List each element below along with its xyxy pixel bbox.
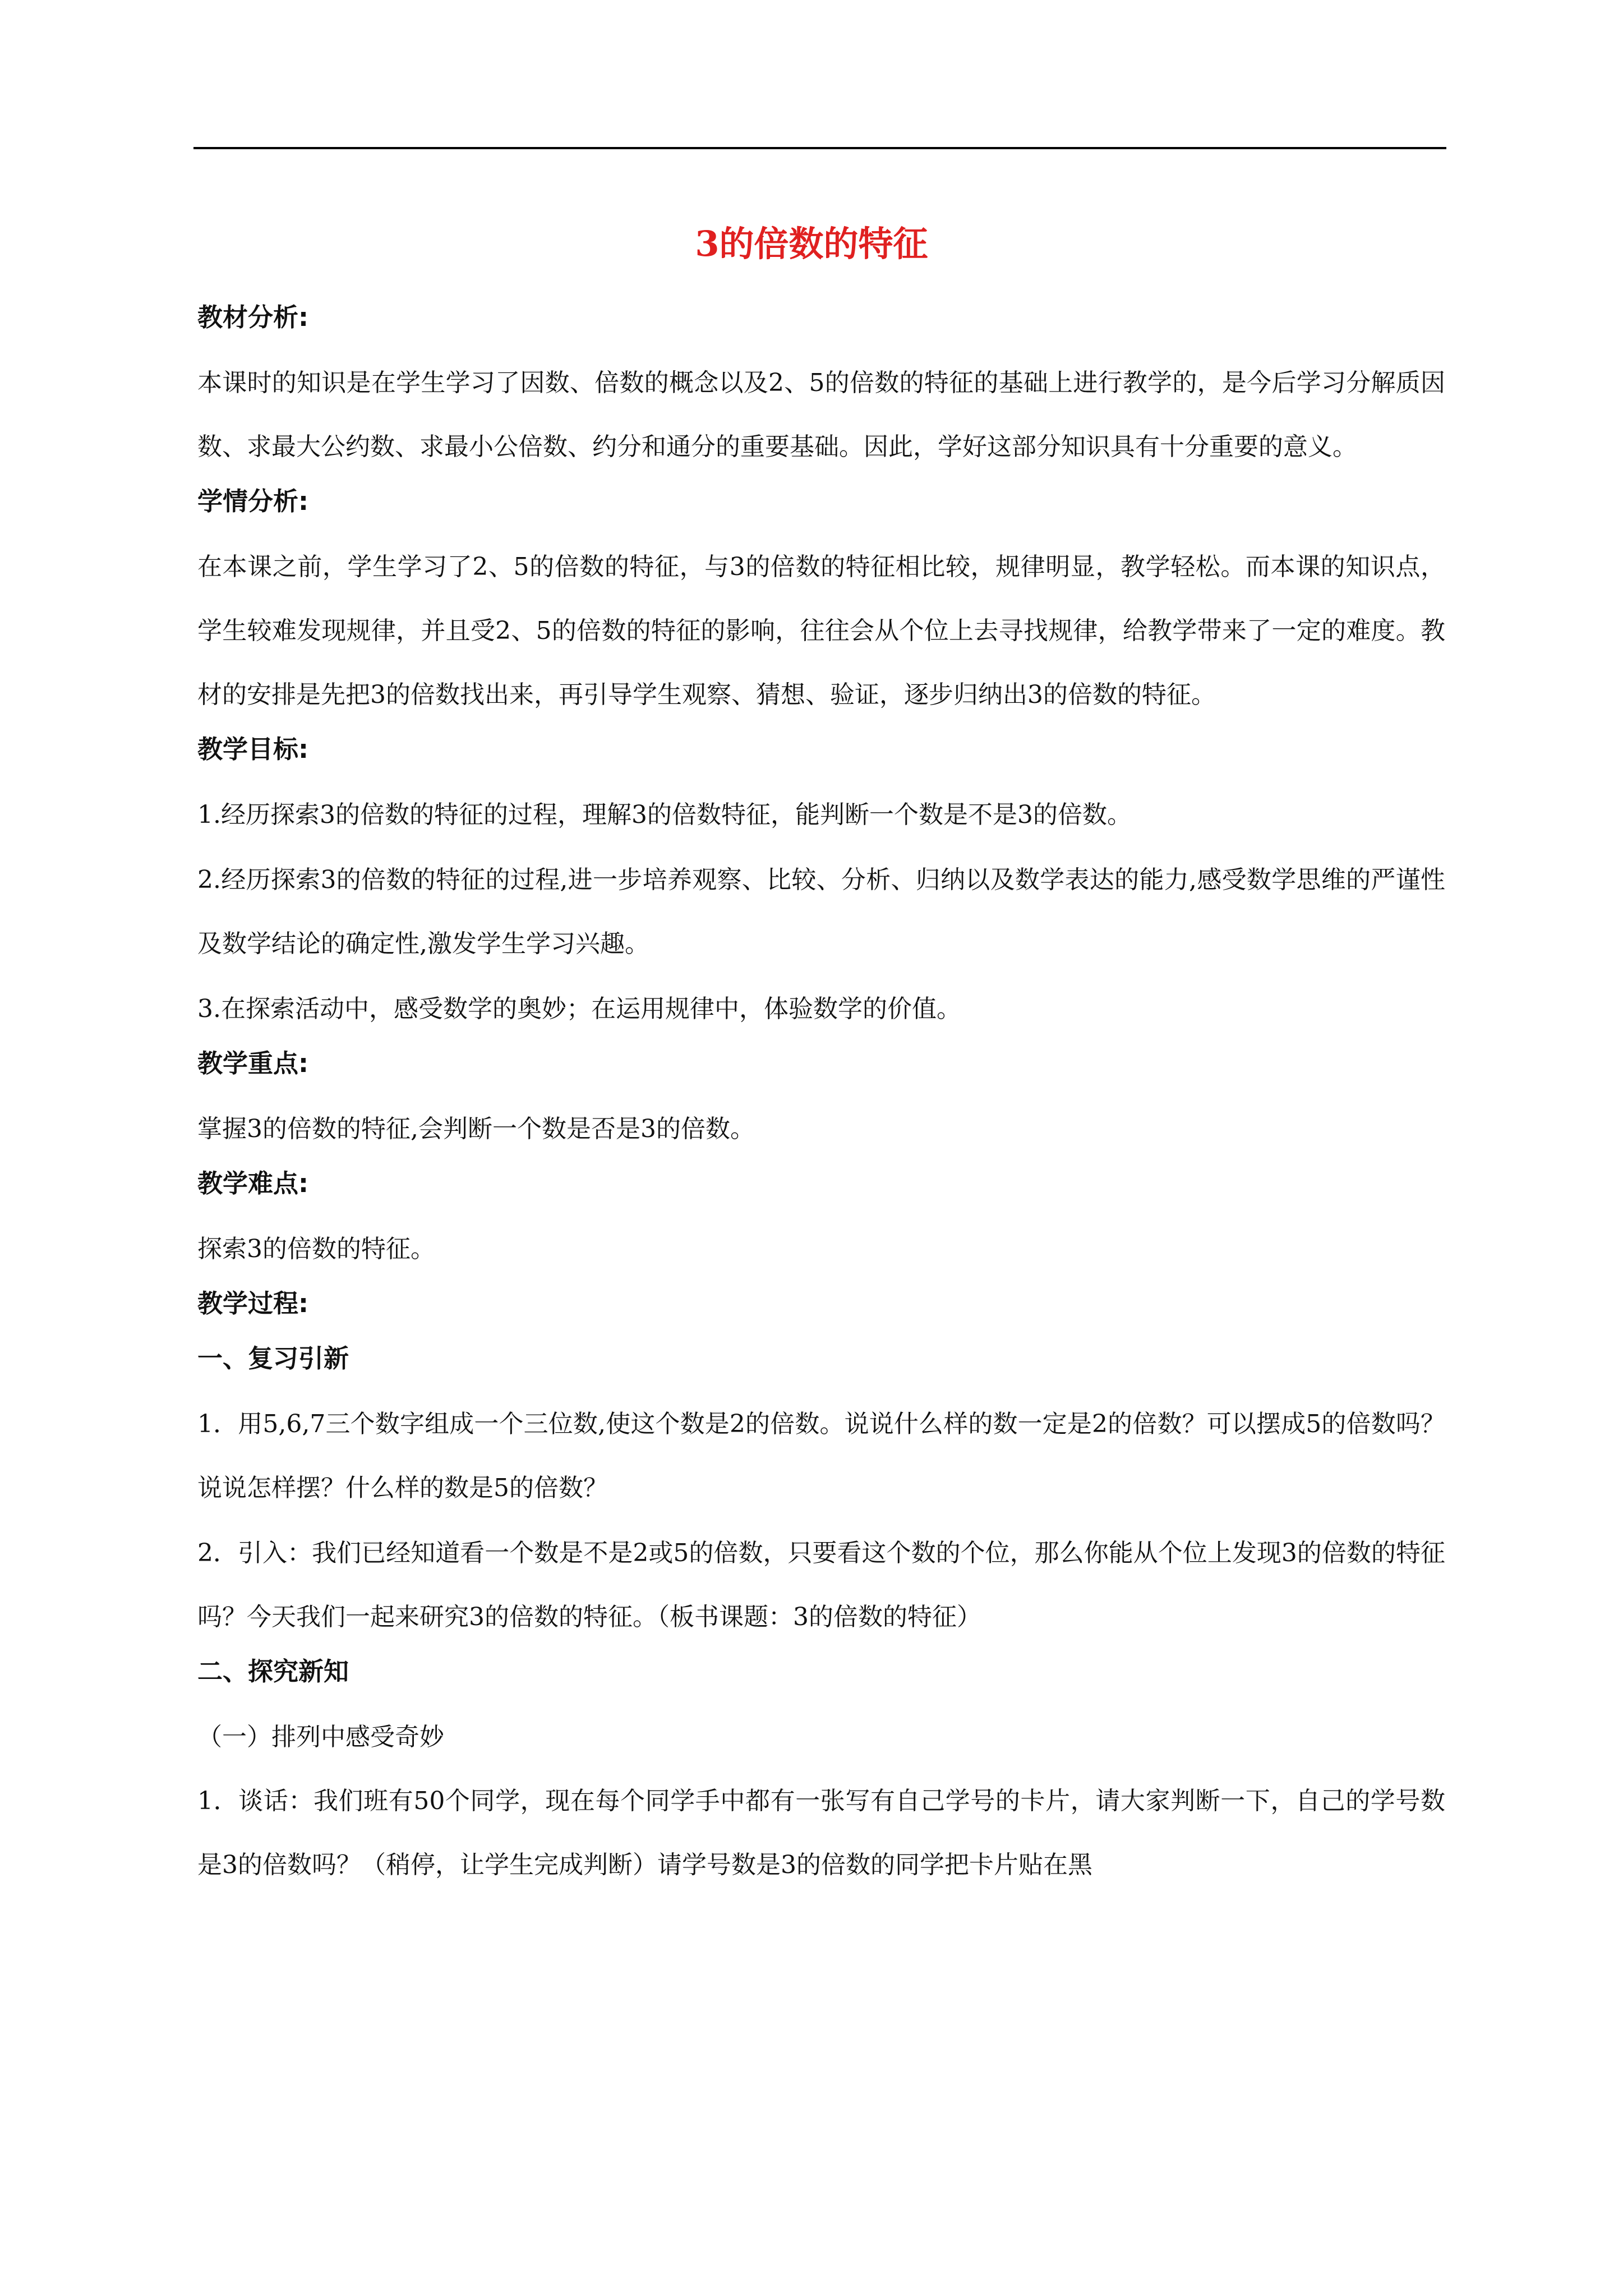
paragraph: 本课时的知识是在学生学习了因数、倍数的概念以及2、5的倍数的特征的基础上进行教学的，是今后学习分解质因数、求最大公约数、求最小公倍数、约分和通分的重要基础。因此，学好这部分知识具有十分重要的意义。 [197, 369, 1445, 461]
paragraph: 探索3的倍数的特征。 [197, 1235, 435, 1263]
header-rule [193, 147, 1446, 149]
paragraph: 1．用5,6,7三个数字组成一个三位数,使这个数是2的倍数。说说什么样的数一定是2的倍数？可以摆成5的倍数吗？说说怎样摆？什么样的数是5的倍数？ [197, 1410, 1445, 1502]
paragraph: 2．引入：我们已经知道看一个数是不是2或5的倍数，只要看这个数的个位，那么你能从个位上发现3的倍数的特征吗？今天我们一起来研究3的倍数的特征。（板书课题：3的倍数的特征） [197, 1539, 1445, 1631]
section-heading: 教学过程: [197, 1289, 308, 1318]
paragraph: 掌握3的倍数的特征,会判断一个数是否是3的倍数。 [197, 1115, 755, 1143]
paragraph: 1．谈话：我们班有50个同学，现在每个同学手中都有一张写有自己学号的卡片，请大家判断一下，自己的学号数是3的倍数吗？（稍停，让学生完成判断）请学号数是3的倍数的同学把卡片贴在黑 [197, 1787, 1445, 1879]
document-title: 3的倍数的特征 [695, 223, 928, 264]
paragraph: 在本课之前，学生学习了2、5的倍数的特征，与3的倍数的特征相比较，规律明显，教学轻松。而本课的知识点，学生较难发现规律，并且受2、5的倍数的特征的影响，往往会从个位上去寻找规律，给教学带来了一定的难度。教材的安排是先把3的倍数找出来，再引导学生观察、猜想、验证，逐步归纳出3的倍数的特征。 [197, 553, 1445, 709]
section-heading: 教学难点: [197, 1168, 308, 1198]
section-heading: 教学重点: [197, 1048, 308, 1078]
section-heading: 学情分析: [197, 486, 308, 516]
document-body [197, 296, 1445, 1898]
subsection-heading: （一）排列中感受奇妙 [197, 1723, 444, 1751]
paragraph: 1.经历探索3的倍数的特征的过程，理解3的倍数特征，能判断一个数是不是3的倍数。 [197, 800, 1132, 829]
section-heading: 教学目标: [197, 734, 308, 764]
section-heading: 二、探究新知 [197, 1657, 349, 1686]
paragraph: 3.在探索活动中，感受数学的奥妙；在运用规律中，体验数学的价值。 [197, 995, 961, 1023]
section-heading: 教材分析: [197, 302, 308, 332]
section-heading: 一、复习引新 [197, 1343, 349, 1373]
paragraph: 2.经历探索3的倍数的特征的过程,进一步培养观察、比较、分析、归纳以及数学表达的能力,感受数学思维的严谨性及数学结论的确定性,激发学生学习兴趣。 [197, 866, 1445, 958]
